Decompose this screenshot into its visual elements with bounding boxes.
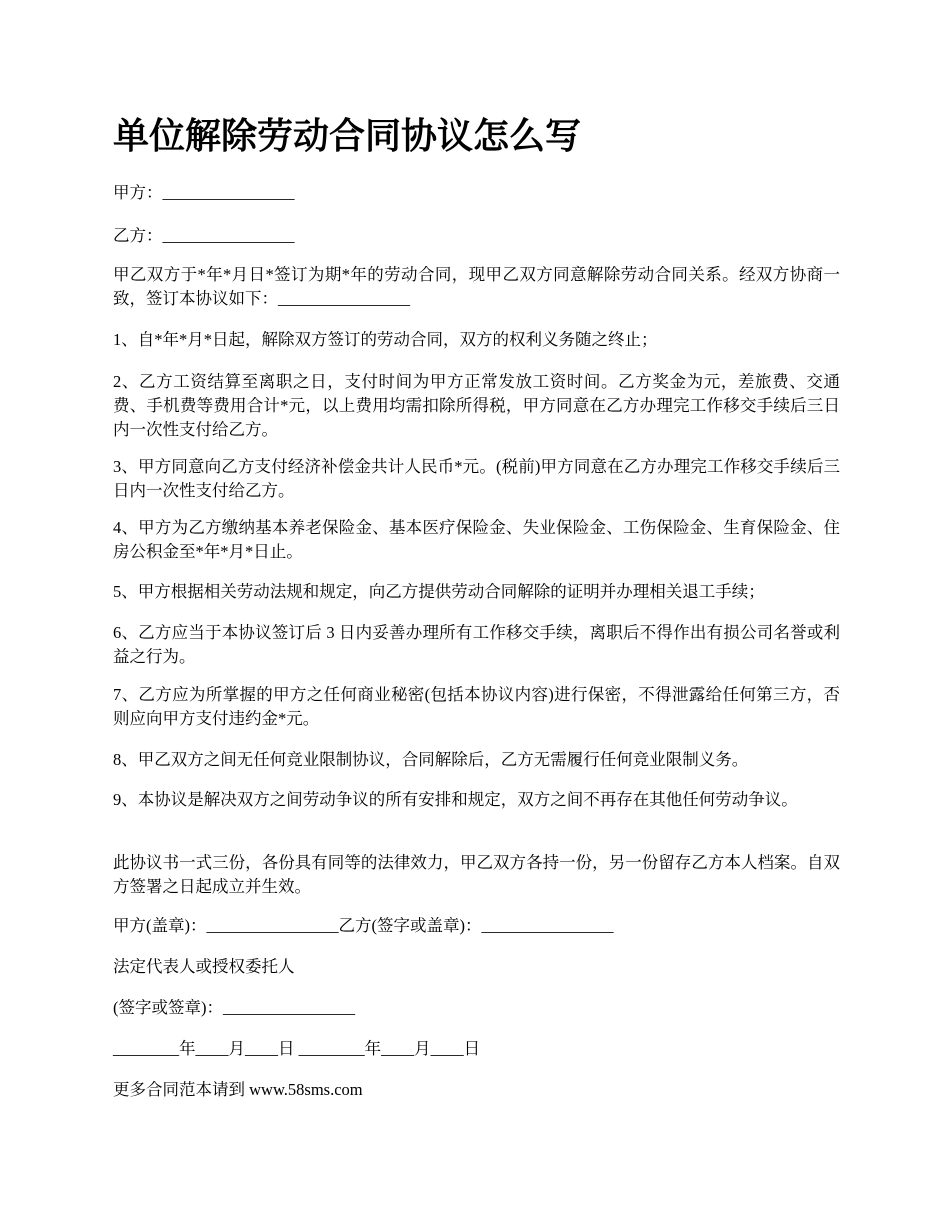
- sign-or-seal-line: (签字或签章)：________________: [113, 998, 355, 1017]
- clause-8: 8、甲乙双方之间无任何竞业限制协议，合同解除后，乙方无需履行任何竞业限制义务。: [113, 750, 749, 769]
- clause-9: 9、本协议是解决双方之间劳动争议的所有安排和规定，双方之间不再存在其他任何劳动争议。: [113, 790, 798, 809]
- closing-paragraph: 此协议书一式三份，各份具有同等的法律效力，甲乙双方各持一份，另一份留存乙方本人档案。自双方签署之日起成立并生效。: [113, 853, 840, 896]
- date-line: ________年____月____日 ________年____月____日: [113, 1039, 481, 1058]
- party-a-line: 甲方：________________: [113, 183, 295, 202]
- clause-1: 1、自*年*月*日起，解除双方签订的劳动合同，双方的权利义务随之终止；: [113, 330, 658, 349]
- signature-line: 甲方(盖章)：________________乙方(签字或盖章)：________________: [113, 916, 614, 935]
- representative-line: 法定代表人或授权委托人: [113, 957, 295, 976]
- clause-7: 7、乙方应为所掌握的甲方之任何商业秘密(包括本协议内容)进行保密，不得泄露给任何第三方，否则应向甲方支付违约金*元。: [113, 685, 840, 728]
- clause-4: 4、甲方为乙方缴纳基本养老保险金、基本医疗保险金、失业保险金、工伤保险金、生育保险金、住房公积金至*年*月*日止。: [113, 518, 840, 561]
- clause-5: 5、甲方根据相关劳动法规和规定，向乙方提供劳动合同解除的证明并办理相关退工手续；: [113, 582, 765, 601]
- document-title: 单位解除劳动合同协议怎么写: [113, 116, 582, 156]
- footer-link-text: 更多合同范本请到 www.58sms.com: [113, 1080, 363, 1099]
- clause-3: 3、甲方同意向乙方支付经济补偿金共计人民币*元。(税前)甲方同意在乙方办理完工作移交手续后三日内一次性支付给乙方。: [113, 457, 840, 500]
- party-b-line: 乙方：________________: [113, 226, 295, 245]
- clause-2: 2、乙方工资结算至离职之日，支付时间为甲方正常发放工资时间。乙方奖金为元，差旅费、交通费、手机费等费用合计*元，以上费用均需扣除所得税，甲方同意在乙方办理完工作移交手续后三日内一次性支付给乙方。: [113, 372, 840, 439]
- intro-paragraph: 甲乙双方于*年*月日*签订为期*年的劳动合同，现甲乙双方同意解除劳动合同关系。经双方协商一致，签订本协议如下：________________: [113, 265, 840, 308]
- clause-6: 6、乙方应当于本协议签订后 3 日内妥善办理所有工作移交手续，离职后不得作出有损公司名誉或利益之行为。: [113, 623, 840, 666]
